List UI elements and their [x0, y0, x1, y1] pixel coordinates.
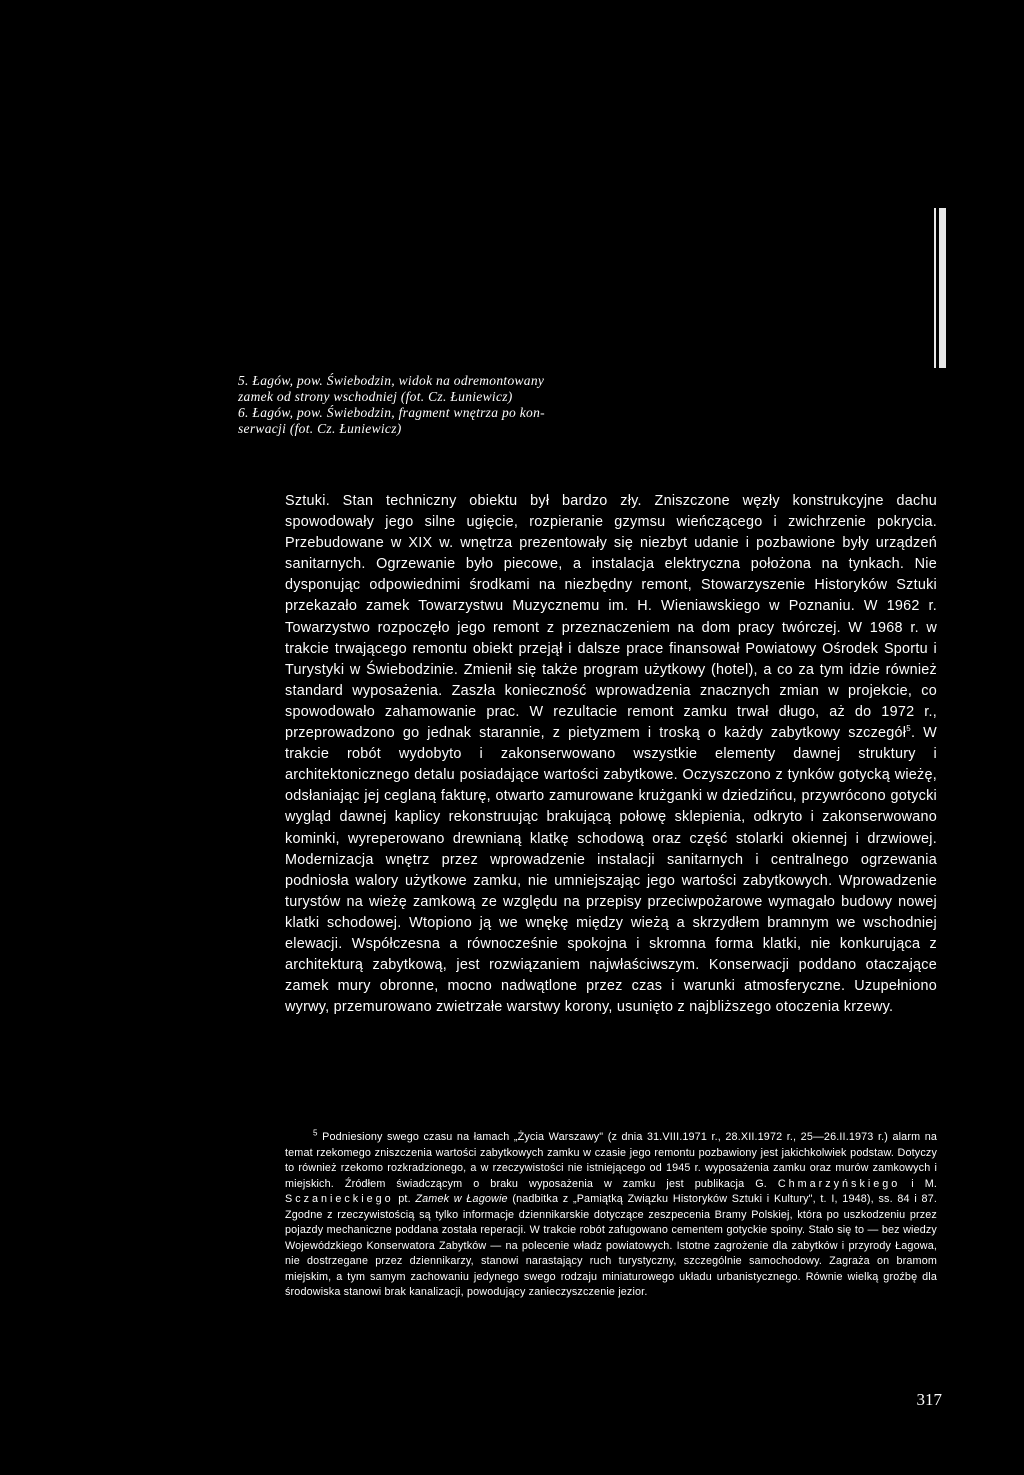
body-text: [285, 491, 937, 1018]
body-text-part: Sztuki. Stan techniczny obiektu był bardzo zły. Zniszczone węzły konstrukcyjne dachu spowodowały jego silne ugięcie, rozpieranie gzymsu wieńczącego i zwichrzenie pokrycia. Przebudowane w XIX w. wnętrza prezentowały się niezbyt udanie i pozbawione były urządzeń sanitarnych. Ogrzewanie było piecowe, a instalacja elektryczna położona na tynkach. Nie dysponując odpowiednimi środkami na niezbędny remont, Stowarzyszenie Historyków Sztuki przekazało zamek Towarzystwu Muzycznemu im. H. Wieniawskiego w Poznaniu. W 1962 r. Towarzystwo rozpoczęło jego remont z przeznaczeniem na dom pracy twórczej. W 1968 r. w trakcie trwającego remontu obiekt przejął i dalsze prace finansował Powiatowy Ośrodek Sportu i Turystyki w Świebodzinie. Zmienił się także program użytkowy (hotel), a co za tym idzie również standard wyposażenia. Zaszła konieczność wprowadzenia znacznych zmian w projekcie, co spowodowało zahamowanie prac. W rezultacie remont zamku trwał długo, aż do 1972 r., przeprowadzono go jednak starannie, z pietyzmem i troską o każdy zabytkowy szczegół: [285, 493, 937, 742]
footnote-number: 5: [313, 1128, 318, 1138]
footnote-text: Podniesiony swego czasu na łamach „Życia Warszawy" (z dnia 31.VIII.1971 r., 28.XII.1972 r., 25—26.II.1973 r.) alarm na temat rzekomego zniszczenia wartości zabytkowych zamku w czasie jego remontu pozbawiony jest jakichkolwiek podstaw. Dotyczy to również rzekomo rozkradzionego, a w rzeczywistości nie istniejącego od 1945 r. wyposażenia zamku oraz murów zamkowych i miejskich. Źródłem świadczącym o braku wyposażenia w zamku jest publikacja G.: [285, 1131, 937, 1190]
caption-line: serwacji (fot. Cz. Łuniewicz): [238, 421, 402, 436]
footnote-text: (nadbitka z „Pamiątką Związku Historyków Sztuki i Kultury", t. I, 1948), ss. 84 i 87. Zgodne z rzeczywistością są tylko informacje dziennikarskie dotyczące zeszpecenia Bramy Polskiej, która po uszkodzeniu przez pojazdy mechaniczne poddana została reperacji. W trakcie robót zafugowano cementem gotyckie spoiny. Stało się to — bez wiedzy Wojewódzkiego Konserwatora Zabytków — na polecenie władz powiatowych. Istotne zagrożenie dla zabytków i przyrody Łagowa, nie dostrzegane przez dziennikarzy, stanowi narastający ruch turystyczny, szczególnie samochodowy. Zagraża on bramom miejskim, a tym samym zachowaniu jedynego swego rodzaju miniaturowego układu urbanistycznego. Równie wielką groźbę dla środowiska stanowi brak kanalizacji, powodujący zanieczyszczenie jezior.: [285, 1193, 937, 1299]
footnote-author: Sczanieckiego: [285, 1193, 394, 1206]
photo-edge-fragment: [934, 208, 946, 368]
figure-captions: [238, 373, 688, 437]
footnote-paragraph: [285, 1130, 937, 1301]
page-number: 317: [916, 1390, 942, 1409]
caption-line: 6. Łagów, pow. Świebodzin, fragment wnętrza po kon-: [238, 405, 545, 420]
footnote-author: Chmarzyńskiego: [777, 1177, 901, 1190]
caption-line: 5. Łagów, pow. Świebodzin, widok na odremontowany: [238, 373, 545, 388]
footnote-text: pt.: [398, 1193, 411, 1206]
body-text-part: . W trakcie robót wydobyto i zakonserwowano wszystkie elementy dawnej struktury i architektonicznego detalu posiadające wartości zabytkowe. Oczyszczono z tynków gotycką wieżę, odsłaniając jej ceglaną fakturę, otwarto zamurowane krużganki w dziedzińcu, przywrócono gotycki wygląd dawnej kaplicy rekonstruując brakującą połowę sklepienia, odkryto i zakonserwowano kominki, wyreperowano drewnianą klatkę schodową oraz część stolarki okiennej i drzwiowej. Modernizacja wnętrz przez wprowadzenie instalacji sanitarnych i centralnego ogrzewania podniosła walory użytkowe zamku, nie umniejszając jego wartości zabytkowych. Wprowadzenie turystów na wieżę zamkową ze względu na przepisy przeciwpożarowe wymagało budowy nowej klatki schodowej. Wtopiono ją we wnękę między wieżą a skrzydłem bramnym we wschodniej elewacji. Współczesna a równocześnie spokojna i skromna forma klatki, nie konkurująca z architekturą zabytkową, jest rozwiązaniem najwłaściwszym. Konserwacji poddano otaczające zamek mury obronne, mocno nadwątlone przez czas i warunki atmosferyczne. Uzupełniono wyrwy, przemurowano zwietrzałe warstwy korony, usunięto z najbliższego otoczenia krzewy.: [285, 725, 937, 1016]
footnote-reference[interactable]: 5: [906, 724, 911, 734]
body-paragraph: [285, 491, 937, 1018]
footnote-text: i M.: [911, 1177, 938, 1190]
footnote: [285, 1130, 937, 1301]
footnote-title: Zamek w Łagowie: [415, 1193, 508, 1206]
caption-line: zamek od strony wschodniej (fot. Cz. Łuniewicz): [238, 389, 513, 404]
